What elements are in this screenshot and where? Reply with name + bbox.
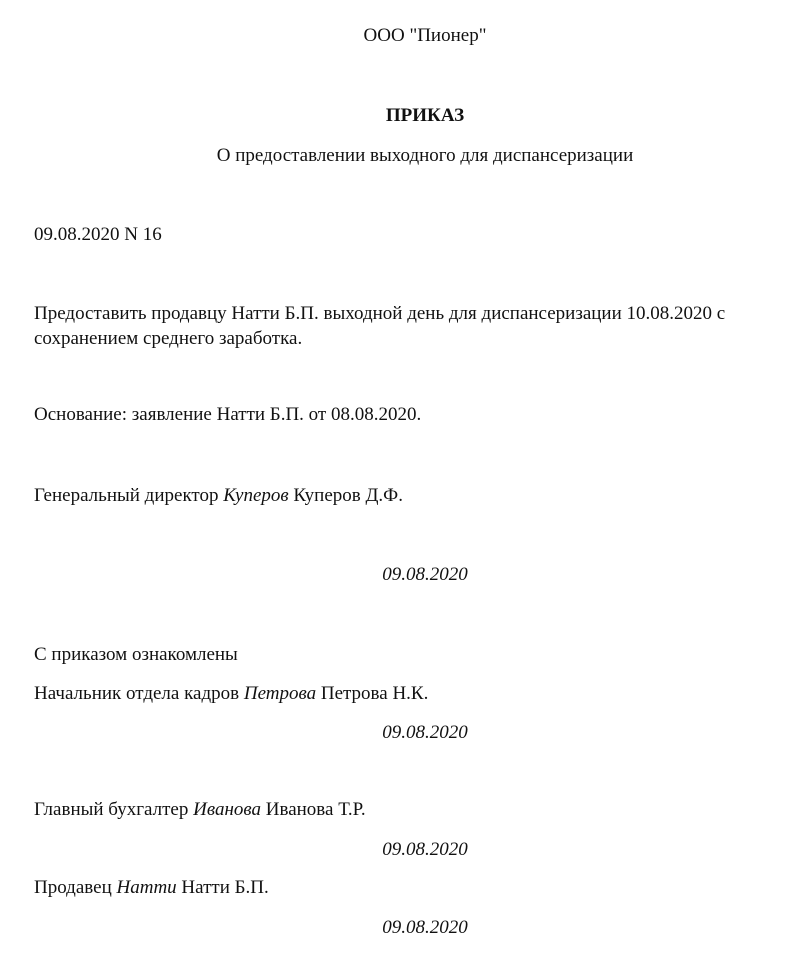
hr-head-signature: Петрова	[243, 683, 317, 704]
seller-name: Натти Б.П.	[181, 877, 269, 898]
order-text-line-1: Предоставить продавцу Натти Б.П. выходной день для диспансеризации 10.08.2020 с	[34, 303, 726, 324]
seller-signature-line	[34, 876, 269, 900]
acquainted-label: С приказом ознакомлены	[34, 644, 238, 665]
chief-accountant-position: Главный бухгалтер	[34, 799, 189, 820]
hr-head-position: Начальник отдела кадров	[34, 683, 240, 704]
order-text-line-2: сохранением среднего заработка.	[34, 328, 303, 349]
director-sign-date: 09.08.2020	[382, 564, 468, 585]
chief-accountant-signature: Иванова	[193, 799, 261, 820]
chief-accountant-signature-line	[34, 798, 366, 822]
director-name: Куперов Д.Ф.	[293, 485, 403, 506]
organization-name: ООО "Пионер"	[363, 25, 487, 46]
document-subtitle: О предоставлении выходного для диспансеризации	[216, 145, 634, 166]
seller-signature: Натти	[116, 877, 177, 898]
director-signature-line	[34, 484, 403, 508]
chief-accountant-name: Иванова Т.Р.	[265, 799, 366, 820]
order-basis: Основание: заявление Натти Б.П. от 08.08.2020.	[34, 404, 422, 425]
seller-sign-date: 09.08.2020	[382, 917, 468, 938]
hr-head-signature-line	[34, 682, 428, 706]
document-title: ПРИКАЗ	[385, 105, 465, 126]
chief-accountant-sign-date: 09.08.2020	[382, 839, 468, 860]
director-signature: Куперов	[223, 485, 289, 506]
hr-head-name: Петрова Н.К.	[320, 683, 429, 704]
date-and-number: 09.08.2020 N 16	[34, 224, 162, 245]
seller-position: Продавец	[34, 877, 112, 898]
director-position: Генеральный директор	[34, 485, 219, 506]
hr-head-sign-date: 09.08.2020	[382, 722, 468, 743]
